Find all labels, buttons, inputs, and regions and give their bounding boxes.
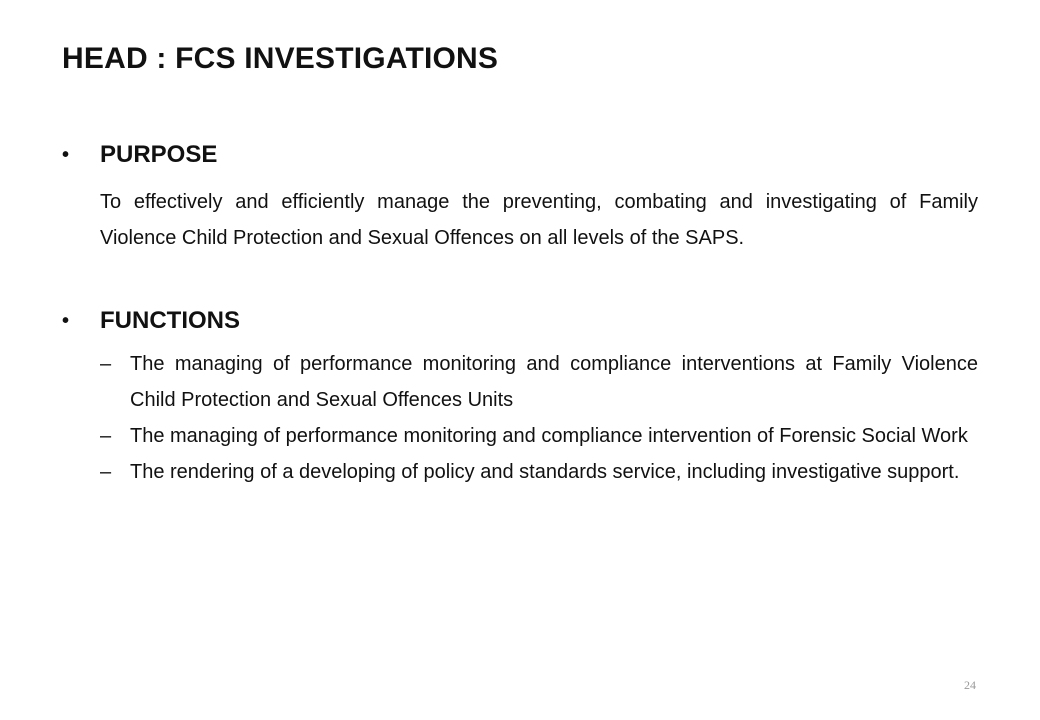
bullet-marker: • <box>62 310 70 332</box>
function-item <box>62 346 978 418</box>
slide-title: HEAD : FCS INVESTIGATIONS <box>62 42 499 75</box>
bullet-marker: • <box>62 144 70 166</box>
function-item <box>62 454 978 490</box>
function-item-text: The rendering of a developing of policy and standards service, including investigative support. <box>130 461 960 483</box>
purpose-heading: PURPOSE <box>100 141 218 168</box>
functions-section <box>62 306 978 490</box>
dash-marker: – <box>100 461 112 483</box>
purpose-section <box>62 140 978 256</box>
purpose-text: To effectively and efficiently manage the preventing, combating and investigating of Family Violence Child Protection and Sexual Offences on all levels of the SAPS. <box>100 191 978 249</box>
function-item-text: The managing of performance monitoring and compliance interventions at Family Violence Child Protection and Sexual Offences Units <box>130 353 978 411</box>
functions-heading: FUNCTIONS <box>100 307 240 334</box>
page-number: 24 <box>964 678 976 692</box>
dash-marker: – <box>100 353 112 375</box>
purpose-heading-row <box>62 140 978 170</box>
function-item <box>62 418 978 454</box>
dash-marker: – <box>100 425 112 447</box>
function-item-text: The managing of performance monitoring and compliance intervention of Forensic Social Work <box>130 425 968 447</box>
functions-heading-row <box>62 306 978 336</box>
functions-list <box>62 346 978 490</box>
